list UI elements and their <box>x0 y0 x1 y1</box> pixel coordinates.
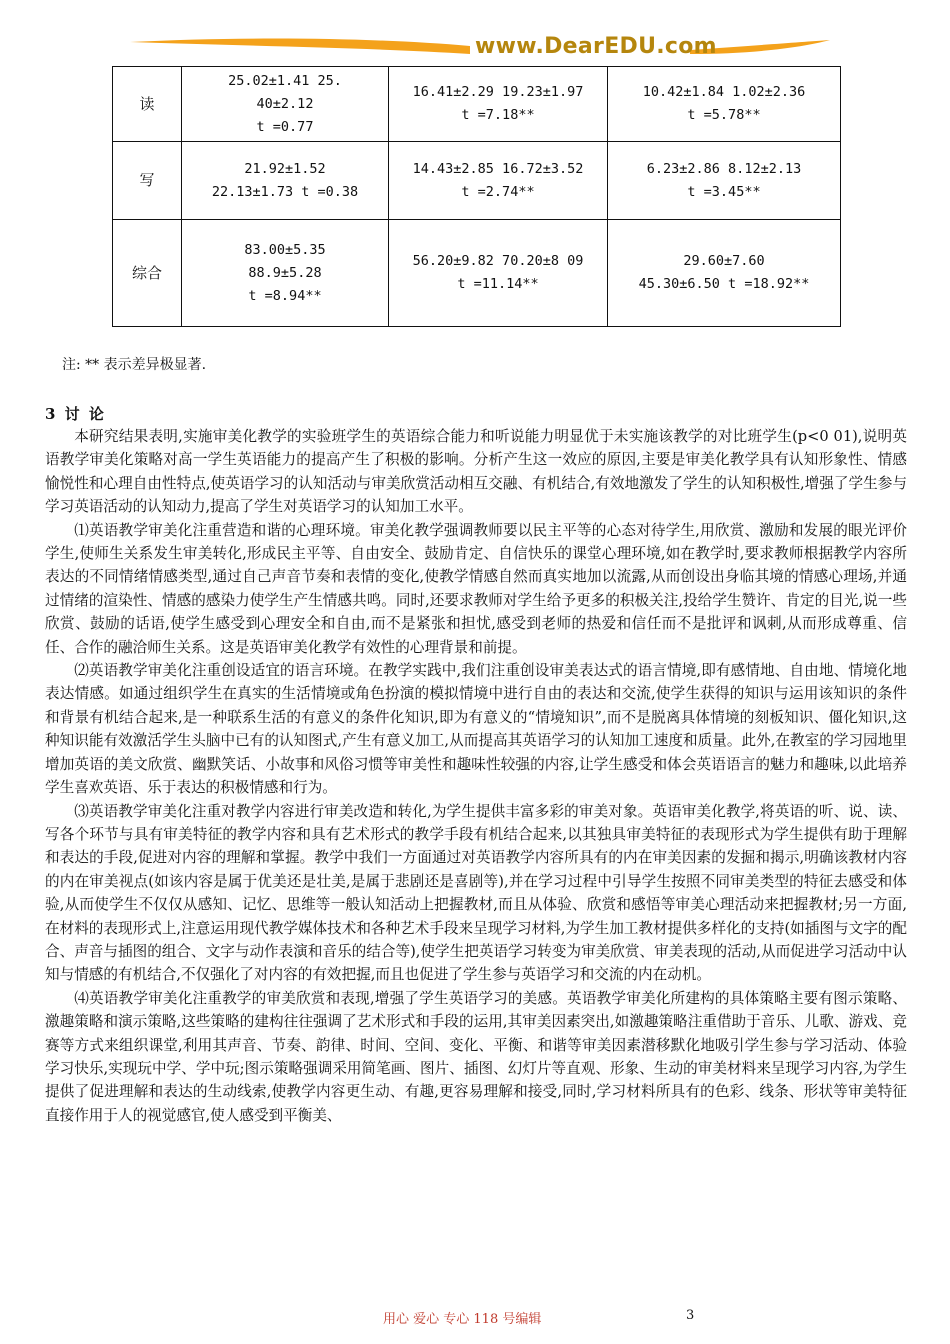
paragraph: ⑷英语教学审美化注重教学的审美欣赏和表现,增强了学生英语学习的美感。英语教学审美化所建构的具体策略主要有图示策略、激趣策略和演示策略,这些策略的建构往往强调了艺术形式和手段的运用,其审美因素突出,如激趣策略注重借助于音乐、儿歌、游戏、竞赛等方式来组织课堂,利用其声音、节奏、韵律、时间、空间、变化、平衡、和谐等审美因素潜移默化地吸引学生参与学习活动、体验学习快乐,实现玩中学、学中玩;图示策略强调采用简笔画、图片、插图、幻灯片等直观、形象、生动的审美材料来呈现学习内容,为学生提供了促进理解和表达的生动线索,使教学内容更生动、有趣,更容易理解和接受,同时,学习材料所具有的色彩、线条、形状等审美特征直接作用于人的视觉感官,使人感受到平衡美、 <box>45 989 907 1124</box>
cell-line: 88.9±5.28 <box>248 264 322 281</box>
table-cell <box>608 67 841 142</box>
cell-line: 10.42±1.84 1.02±2.36 <box>642 84 806 100</box>
cell-line: t =7.18** <box>461 107 535 123</box>
table-cell <box>182 220 389 327</box>
cell-line: 6.23±2.86 8.12±2.13 <box>646 160 802 177</box>
table-cell <box>389 67 608 142</box>
row-label: 综合 <box>113 220 182 327</box>
cell-line: 56.20±9.82 70.20±8 09 <box>412 253 584 269</box>
cell-line: 14.43±2.85 16.72±3.52 <box>412 160 584 177</box>
cell-line: t =5.78** <box>687 107 761 123</box>
data-table <box>112 66 841 327</box>
cell-line: 25.02±1.41 25. <box>228 72 342 89</box>
cell-line: 45.30±6.50 t =18.92** <box>638 276 810 292</box>
table-row <box>113 67 841 142</box>
cell-line: t =2.74** <box>461 183 535 200</box>
table-row <box>113 220 841 327</box>
cell-line: t =0.77 <box>256 118 314 135</box>
table-row <box>113 142 841 220</box>
paragraph: ⑴英语教学审美化注重营造和谐的心理环境。审美化教学强调教师要以民主平等的心态对待学生,用欣赏、激励和发展的眼光评价学生,使师生关系发生审美转化,形成民主平等、自由安全、鼓励肯定、自信快乐的课堂心理环境,如在教学时,要求教师根据教学内容所表达的不同情绪情感类型,通过自己声音节奏和表情的变化,使教学情感自然而真实地加以流露,从而创设出身临其境的情感心理场,并通过情绪的渲染性、情感的感染力使学生产生情感共鸣。同时,还要求教师对学生给予更多的积极关注,投给学生赞许、肯定的目光,说一些欣赏、鼓励的话语,使学生感受到心理安全和自由,而不是紧张和担忧,感受到老师的热爱和信任而不是批评和讽刺,从而形成尊重、信任、合作的融洽师生关系。这是英语审美化教学有效性的心理背景和前提。 <box>45 521 907 656</box>
header-banner <box>130 28 830 68</box>
table-cell <box>389 142 608 220</box>
cell-line: t =3.45** <box>687 183 761 200</box>
body-text <box>45 425 907 1127</box>
paragraph: ⑵英语教学审美化注重创设适宜的语言环境。在教学实践中,我们注重创设审美表达式的语言情境,即有感情地、自由地、情境化地表达情感。如通过组织学生在真实的生活情境或角色扮演的模拟情境中进行自由的表达和交流,使学生获得的知识与运用该知识的条件和背景有机结合起来,是一种联系生活的有意义的条件化知识,即为有意义的“情境知识”,而不是脱离具体情境的刻板知识、僵化知识,这种知识能有效激活学生头脑中已有的认知图式,产生有意义加工,从而提高其英语学习的认知加工速度和质量。此外,在教室的学习园地里增加英语的美文欣赏、幽默笑话、小故事和风俗习惯等审美性和趣味性较强的内容,让学生感受和体会英语语言的魅力和趣味,以此培养学生喜欢英语、乐于表达的积极情感和行为。 <box>45 662 907 797</box>
row-label: 读 <box>113 67 182 142</box>
paragraph: ⑶英语教学审美化注重对教学内容进行审美改造和转化,为学生提供丰富多彩的审美对象。英语审美化教学,将英语的听、说、读、写各个环节与具有审美特征的教学内容和具有艺术形式的教学手段有机结合起来,以其独具审美特征的表现形式为学生提供有助于理解和表达的手段,促进对内容的理解和掌握。教学中我们一方面通过对英语教学内容所具有的内在审美因素的发掘和揭示,明确该教材内容的内在审美视点(如该内容是属于优美还是壮美,是属于悲剧还是喜剧等),并在学习过程中引导学生按照不同审美类型的特征去感受和体验,从而使学生不仅仅从感知、记忆、思维等一般认知活动上把握教材,而且从体验、欣赏和感悟等审美心理活动来把握教材;另一方面,在材料的表现形式上,注意运用现代教学媒体技术和各种艺术手段来呈现学习材料,为学生加工教材提供多样化的支持(如插图与文字的配合、声音与插图的组合、文字与动作表演和音乐的结合等),使学生把英语学习转变为审美欣赏、审美表现的活动,从而促进学习活动中认知与情感的有机结合,不仅强化了对内容的有效把握,而且也促进了学生参与英语学习和交流的内在动机。 <box>45 802 907 984</box>
cell-line: 29.60±7.60 <box>683 253 765 269</box>
page-number: 3 <box>686 1308 695 1323</box>
cell-line: 16.41±2.29 19.23±1.97 <box>412 84 584 100</box>
cell-line: t =8.94** <box>248 287 322 304</box>
cell-line: t =11.14** <box>457 276 539 292</box>
footer-slogan: 用心 爱心 专心 118 号编辑 <box>383 1312 542 1327</box>
paragraph: 本研究结果表明,实施审美化教学的实验班学生的英语综合能力和听说能力明显优于未实施该教学的对比班学生(p<0 01),说明英语教学审美化策略对高一学生英语能力的提高产生了积极的影响。分析产生这一效应的原因,主要是审美化教学具有认知形象性、情感愉悦性和心理自由性特点,使英语学习的认知活动与审美欣赏活动相互交融、有机结合,有效地激发了学生的认知积极性,增强了学生参与学习英语活动的认知动力,提高了学生对英语学习的认知加工水平。 <box>45 428 907 516</box>
table-cell <box>182 142 389 220</box>
site-url[interactable]: www.DearEDU.com <box>475 34 717 59</box>
cell-line: 83.00±5.35 <box>244 241 326 258</box>
section-title: 3 讨 论 <box>45 405 106 423</box>
table-cell <box>608 220 841 327</box>
table-cell <box>182 67 389 142</box>
table-note: 注: ** 表示差异极显著. <box>62 357 207 373</box>
cell-line: 21.92±1.52 <box>244 160 326 177</box>
table-cell <box>608 142 841 220</box>
cell-line: 22.13±1.73 t =0.38 <box>211 183 359 200</box>
row-label: 写 <box>113 142 182 220</box>
cell-line: 40±2.12 <box>256 95 314 112</box>
table-cell <box>389 220 608 327</box>
